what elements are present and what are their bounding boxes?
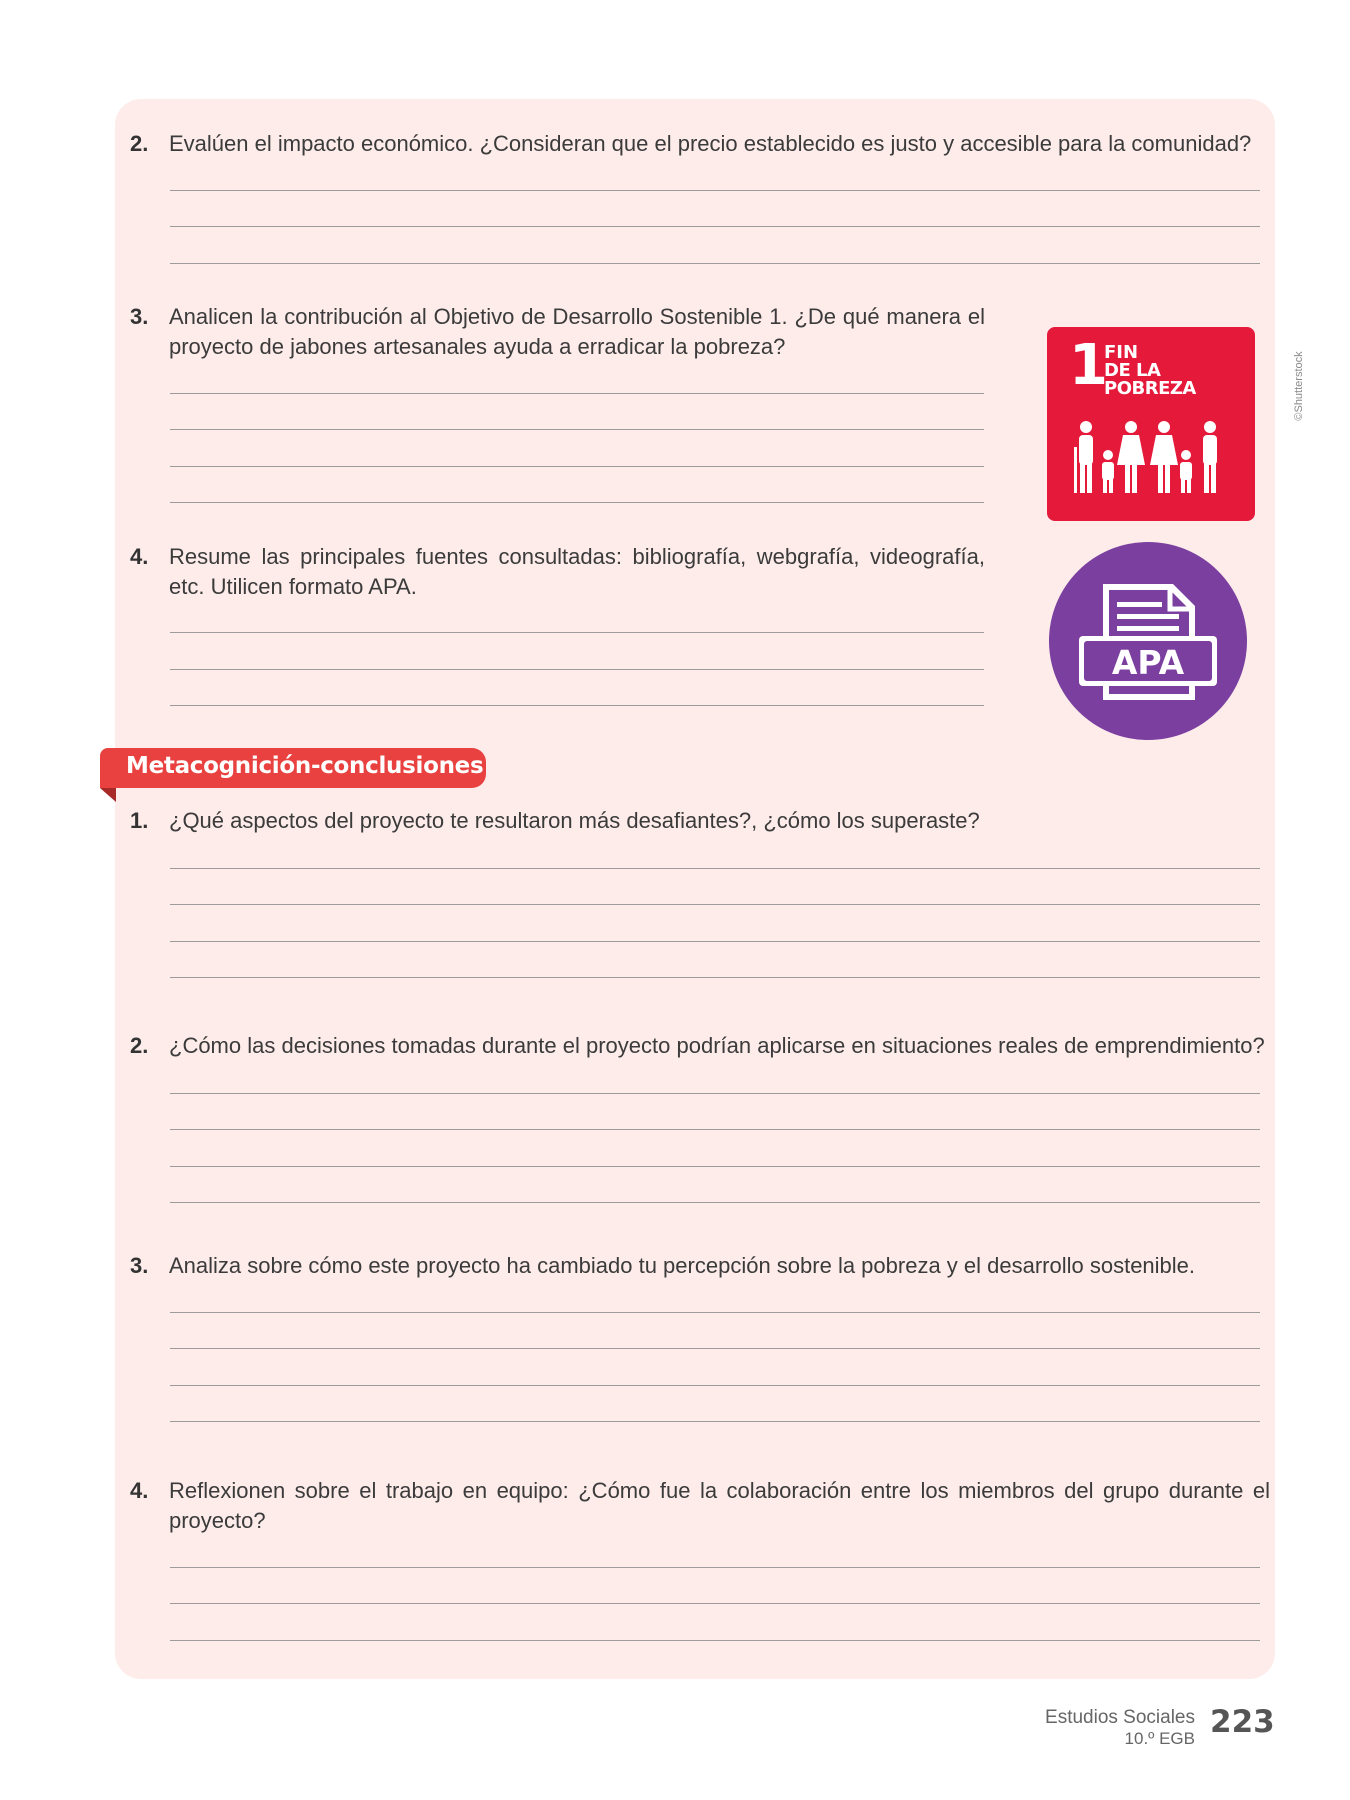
answer-line[interactable] [170, 1421, 1260, 1422]
section-title: Metacognición-conclusiones [126, 753, 484, 779]
answer-line[interactable] [170, 632, 984, 633]
footer-subject: Estudios Sociales [1045, 1707, 1195, 1728]
answer-line[interactable] [170, 1202, 1260, 1203]
apa-document-icon [1049, 542, 1247, 740]
footer-grade: 10.º EGB [1124, 1729, 1195, 1748]
question-number: 4. [130, 544, 149, 569]
question-number: 3. [130, 1253, 149, 1278]
answer-line[interactable] [170, 1129, 1260, 1130]
section-banner [100, 748, 486, 788]
apa-label: APA [1111, 643, 1185, 682]
question-text: Evalúen el impacto económico. ¿Consideran que el precio establecido es justo y accesible para la comunidad? [169, 131, 1252, 156]
question-number: 4. [130, 1478, 149, 1503]
sdg-title-line2: DE LA POBREZA [1104, 360, 1196, 399]
answer-line[interactable] [170, 429, 984, 430]
answer-line[interactable] [170, 466, 984, 467]
question-text: ¿Qué aspectos del proyecto te resultaron más desafiantes?, ¿cómo los superaste? [169, 808, 980, 833]
answer-line[interactable] [170, 1093, 1260, 1094]
answer-line[interactable] [170, 977, 1260, 978]
question-text: Reflexionen sobre el trabajo en equipo: ¿Cómo fue la colaboración entre los miembros del grupo durante el proyecto? [169, 1478, 1270, 1533]
answer-line[interactable] [170, 502, 984, 503]
answer-line[interactable] [170, 1567, 1260, 1568]
page-number: 223 [1210, 1704, 1275, 1740]
answer-line[interactable] [170, 393, 984, 394]
sdg-title-line1: FIN [1104, 342, 1139, 363]
answer-line[interactable] [170, 226, 1260, 227]
banner-fold [100, 788, 116, 802]
question-text: Analicen la contribución al Objetivo de Desarrollo Sostenible 1. ¿De qué manera el proyecto de jabones artesanales ayuda a erradicar la pobreza? [169, 304, 985, 359]
question-text: Resume las principales fuentes consultadas: bibliografía, webgrafía, videografía, etc. Utilicen formato APA. [169, 544, 985, 599]
image-credit: ©Shutterstock [1293, 351, 1305, 421]
answer-line[interactable] [170, 1166, 1260, 1167]
question-number: 1. [130, 808, 149, 833]
answer-line[interactable] [170, 904, 1260, 905]
sdg-number: 1 [1069, 333, 1108, 398]
answer-line[interactable] [170, 263, 1260, 264]
answer-line[interactable] [170, 868, 1260, 869]
answer-line[interactable] [170, 1603, 1260, 1604]
family-icon [1072, 419, 1230, 499]
question-number: 2. [130, 131, 149, 156]
answer-line[interactable] [170, 1312, 1260, 1313]
question-text: ¿Cómo las decisiones tomadas durante el proyecto podrían aplicarse en situaciones reales de emprendimiento? [169, 1033, 1265, 1058]
answer-line[interactable] [170, 705, 984, 706]
question-number: 2. [130, 1033, 149, 1058]
answer-line[interactable] [170, 1640, 1260, 1641]
answer-line[interactable] [170, 190, 1260, 191]
answer-line[interactable] [170, 1385, 1260, 1386]
question-text: Analiza sobre cómo este proyecto ha cambiado tu percepción sobre la pobreza y el desarrollo sostenible. [169, 1253, 1196, 1278]
answer-line[interactable] [170, 669, 984, 670]
question-number: 3. [130, 304, 149, 329]
answer-line[interactable] [170, 941, 1260, 942]
sdg-1-badge [1047, 327, 1255, 521]
answer-line[interactable] [170, 1348, 1260, 1349]
